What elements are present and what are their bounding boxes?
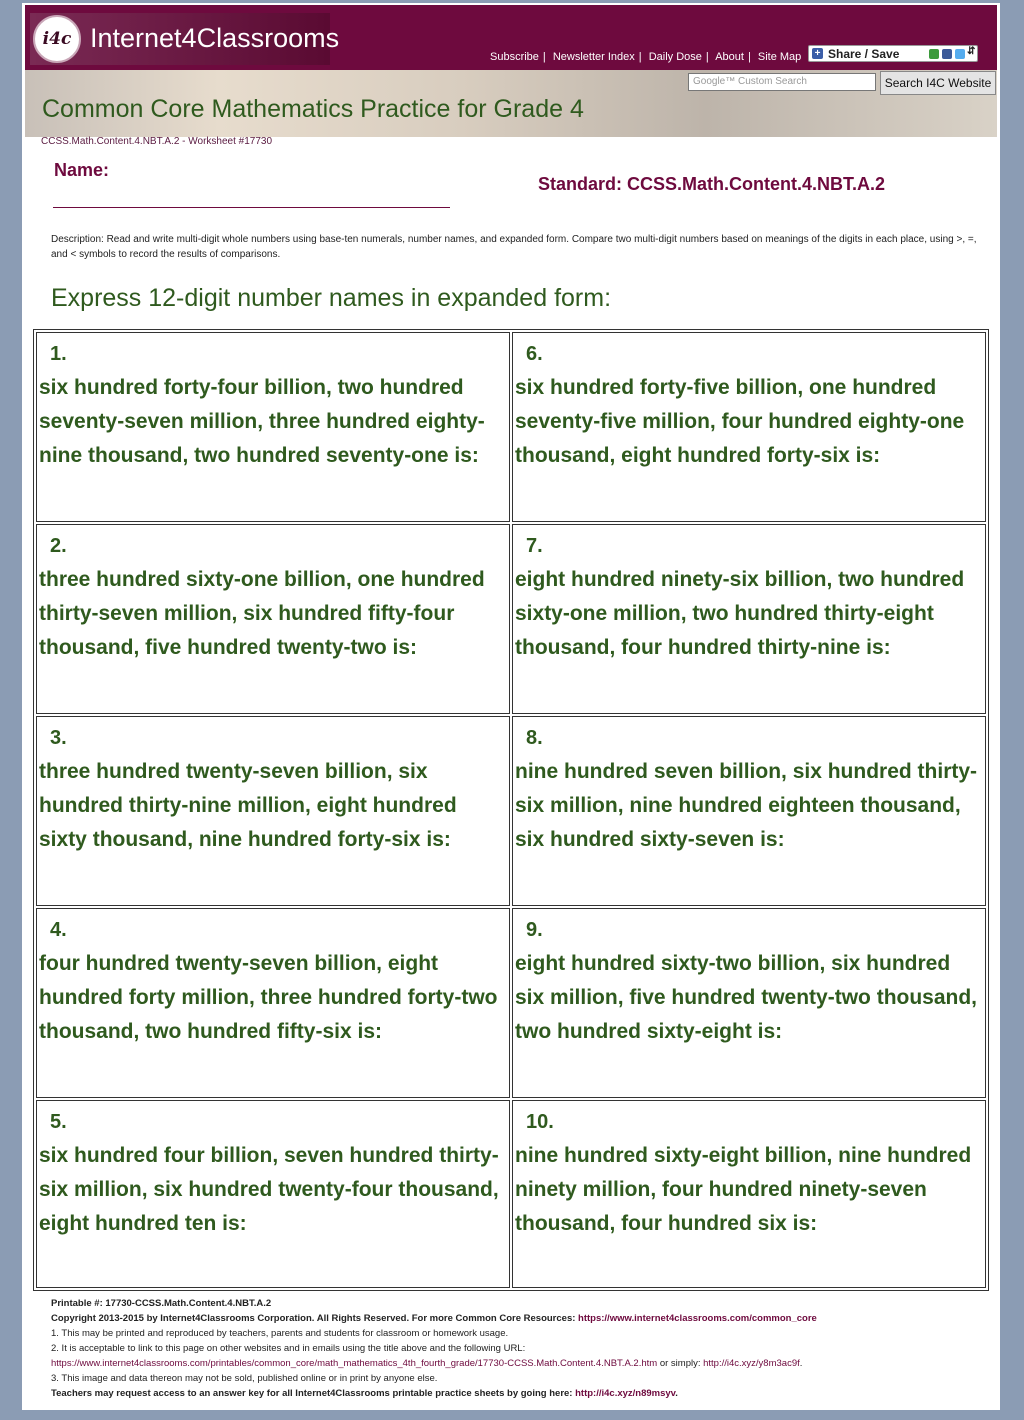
instructions: Express 12-digit number names in expanded form: [51, 284, 612, 312]
problem-text: six hundred forty-five billion, one hundred seventy-five million, four hundred eighty-one thousand, eight hundred forty-six is: [515, 376, 965, 467]
nav-newsletter-index[interactable]: Newsletter Index [552, 51, 635, 63]
search-input[interactable]: Google™ Custom Search [688, 73, 876, 91]
short-url-link[interactable]: http://i4c.xyz/y8m3ac9f [703, 1358, 800, 1369]
problem-cell-7 [512, 524, 986, 714]
problem-cell-2 [36, 524, 510, 714]
problem-text: three hundred twenty-seven billion, six hundred thirty-nine million, eight hundred sixty thousand, nine hundred forty-six is: [39, 760, 457, 851]
twitter-icon[interactable] [955, 49, 965, 59]
nav-separator: | [542, 51, 546, 63]
worksheet-page [22, 3, 1000, 1410]
problem-text: eight hundred ninety-six billion, two hundred sixty-one million, two hundred thirty-eight thousand, four hundred thirty-nine is: [515, 568, 965, 659]
problem-number: 9. [526, 919, 543, 941]
top-nav [490, 51, 801, 63]
problem-number: 3. [50, 727, 67, 749]
nav-separator: | [747, 51, 751, 63]
copyright-text: Copyright 2013-2015 by Internet4Classrooms Corporation. All Rights Reserved. For more Common Core Resources: [51, 1313, 579, 1324]
usage-note-3: 3. This image and data thereon may not be sold, published online or in print by anyone else. [51, 1373, 438, 1384]
nav-about[interactable]: About [715, 51, 744, 63]
standard-label: Standard: CCSS.Math.Content.4.NBT.A.2 [538, 174, 886, 194]
answer-key-line [51, 1386, 995, 1401]
problem-text: nine hundred seven billion, six hundred thirty-six million, nine hundred eighteen thousand, six hundred sixty-seven is: [515, 760, 978, 851]
period: . [799, 1358, 803, 1369]
nav-separator: | [638, 51, 642, 63]
search-button[interactable]: Search I4C Website [880, 71, 996, 95]
problem-number: 2. [50, 535, 67, 557]
problem-number: 1. [50, 343, 67, 365]
problem-text: four hundred twenty-seven billion, eight hundred forty million, three hundred forty-two thousand, two hundred fifty-six is: [39, 952, 498, 1043]
facebook-icon[interactable] [942, 49, 952, 59]
share-label: Share / Save [828, 47, 900, 61]
usage-note-1: 1. This may be printed and reproduced by teachers, parents and students for classroom or homework usage. [51, 1328, 509, 1339]
site-header [25, 5, 997, 70]
site-logo[interactable] [30, 13, 340, 65]
problem-cell-9 [512, 908, 986, 1098]
problem-text: eight hundred sixty-two billion, six hundred six million, five hundred twenty-two thousand, two hundred sixty-eight is: [515, 952, 978, 1043]
chevron-updown-icon[interactable]: ⇵ [967, 46, 976, 57]
page-title: Common Core Mathematics Practice for Grade 4 [42, 95, 584, 123]
problem-cell-6 [512, 332, 986, 522]
worksheet-url-link[interactable]: https://www.internet4classrooms.com/printables/common_core/math_mathematics_4th_fourth_grade/17730-CCSS.Math.Content.4.NBT.A.2.htm [51, 1358, 658, 1369]
problem-number: 5. [50, 1111, 67, 1133]
nav-site-map[interactable]: Site Map [757, 51, 802, 63]
problem-text: six hundred forty-four billion, two hundred seventy-seven million, three hundred eighty-nine thousand, two hundred seventy-one is: [39, 376, 485, 467]
problem-text: three hundred sixty-one billion, one hundred thirty-seven million, six hundred fifty-four thousand, five hundred twenty-two is: [39, 568, 485, 659]
problem-number: 8. [526, 727, 543, 749]
problem-number: 7. [526, 535, 543, 557]
footer [51, 1296, 995, 1401]
url-line [51, 1356, 995, 1371]
share-plus-icon: + [812, 48, 823, 59]
problem-text: six hundred four billion, seven hundred thirty-six million, six hundred twenty-four thousand, eight hundred ten is: [39, 1144, 499, 1235]
answer-key-link[interactable]: http://i4c.xyz/n89msyv [575, 1388, 676, 1399]
problem-number: 6. [526, 343, 543, 365]
problem-cell-1 [36, 332, 510, 522]
name-label: Name: [54, 160, 110, 180]
problem-cell-3 [36, 716, 510, 906]
answer-key-text: Teachers may request access to an answer key for all Internet4Classrooms printable practice sheets by going here: [51, 1388, 576, 1399]
email-share-icon[interactable] [929, 49, 939, 59]
usage-note-2: 2. It is acceptable to link to this page on other websites and in emails using the title above and the following URL: [51, 1343, 526, 1354]
nav-subscribe[interactable]: Subscribe [490, 51, 539, 63]
logo-text: Internet4Classrooms [90, 23, 340, 53]
copyright-line [51, 1311, 995, 1326]
nav-separator: | [705, 51, 709, 63]
description: Description: Read and write multi-digit whole numbers using base-ten numerals, number names, and expanded form. Compare two multi-digit numbers based on meanings of the digits in each place, using >, =, and < symbols to record the results of comparisons. [51, 234, 977, 260]
nav-daily-dose[interactable]: Daily Dose [648, 51, 702, 63]
printable-number: Printable #: 17730-CCSS.Math.Content.4.NBT.A.2 [51, 1298, 272, 1309]
name-line [53, 207, 450, 208]
common-core-link[interactable]: https://www.internet4classrooms.com/common_core [578, 1313, 817, 1324]
problem-number: 10. [526, 1111, 554, 1133]
problem-cell-4 [36, 908, 510, 1098]
or-simply-text: or simply: [657, 1358, 704, 1369]
period: . [675, 1388, 678, 1399]
problem-number: 4. [50, 919, 67, 941]
problem-cell-10 [512, 1100, 986, 1288]
problem-text: nine hundred sixty-eight billion, nine hundred ninety million, four hundred ninety-seven thousand, four hundred six is: [515, 1144, 972, 1235]
problem-cell-5 [36, 1100, 510, 1288]
worksheet-reference: CCSS.Math.Content.4.NBT.A.2 - Worksheet #17730 [41, 136, 273, 147]
problem-grid [33, 329, 989, 1291]
problem-cell-8 [512, 716, 986, 906]
share-save-button[interactable] [808, 45, 978, 62]
logo-mark: i4c [33, 15, 81, 63]
